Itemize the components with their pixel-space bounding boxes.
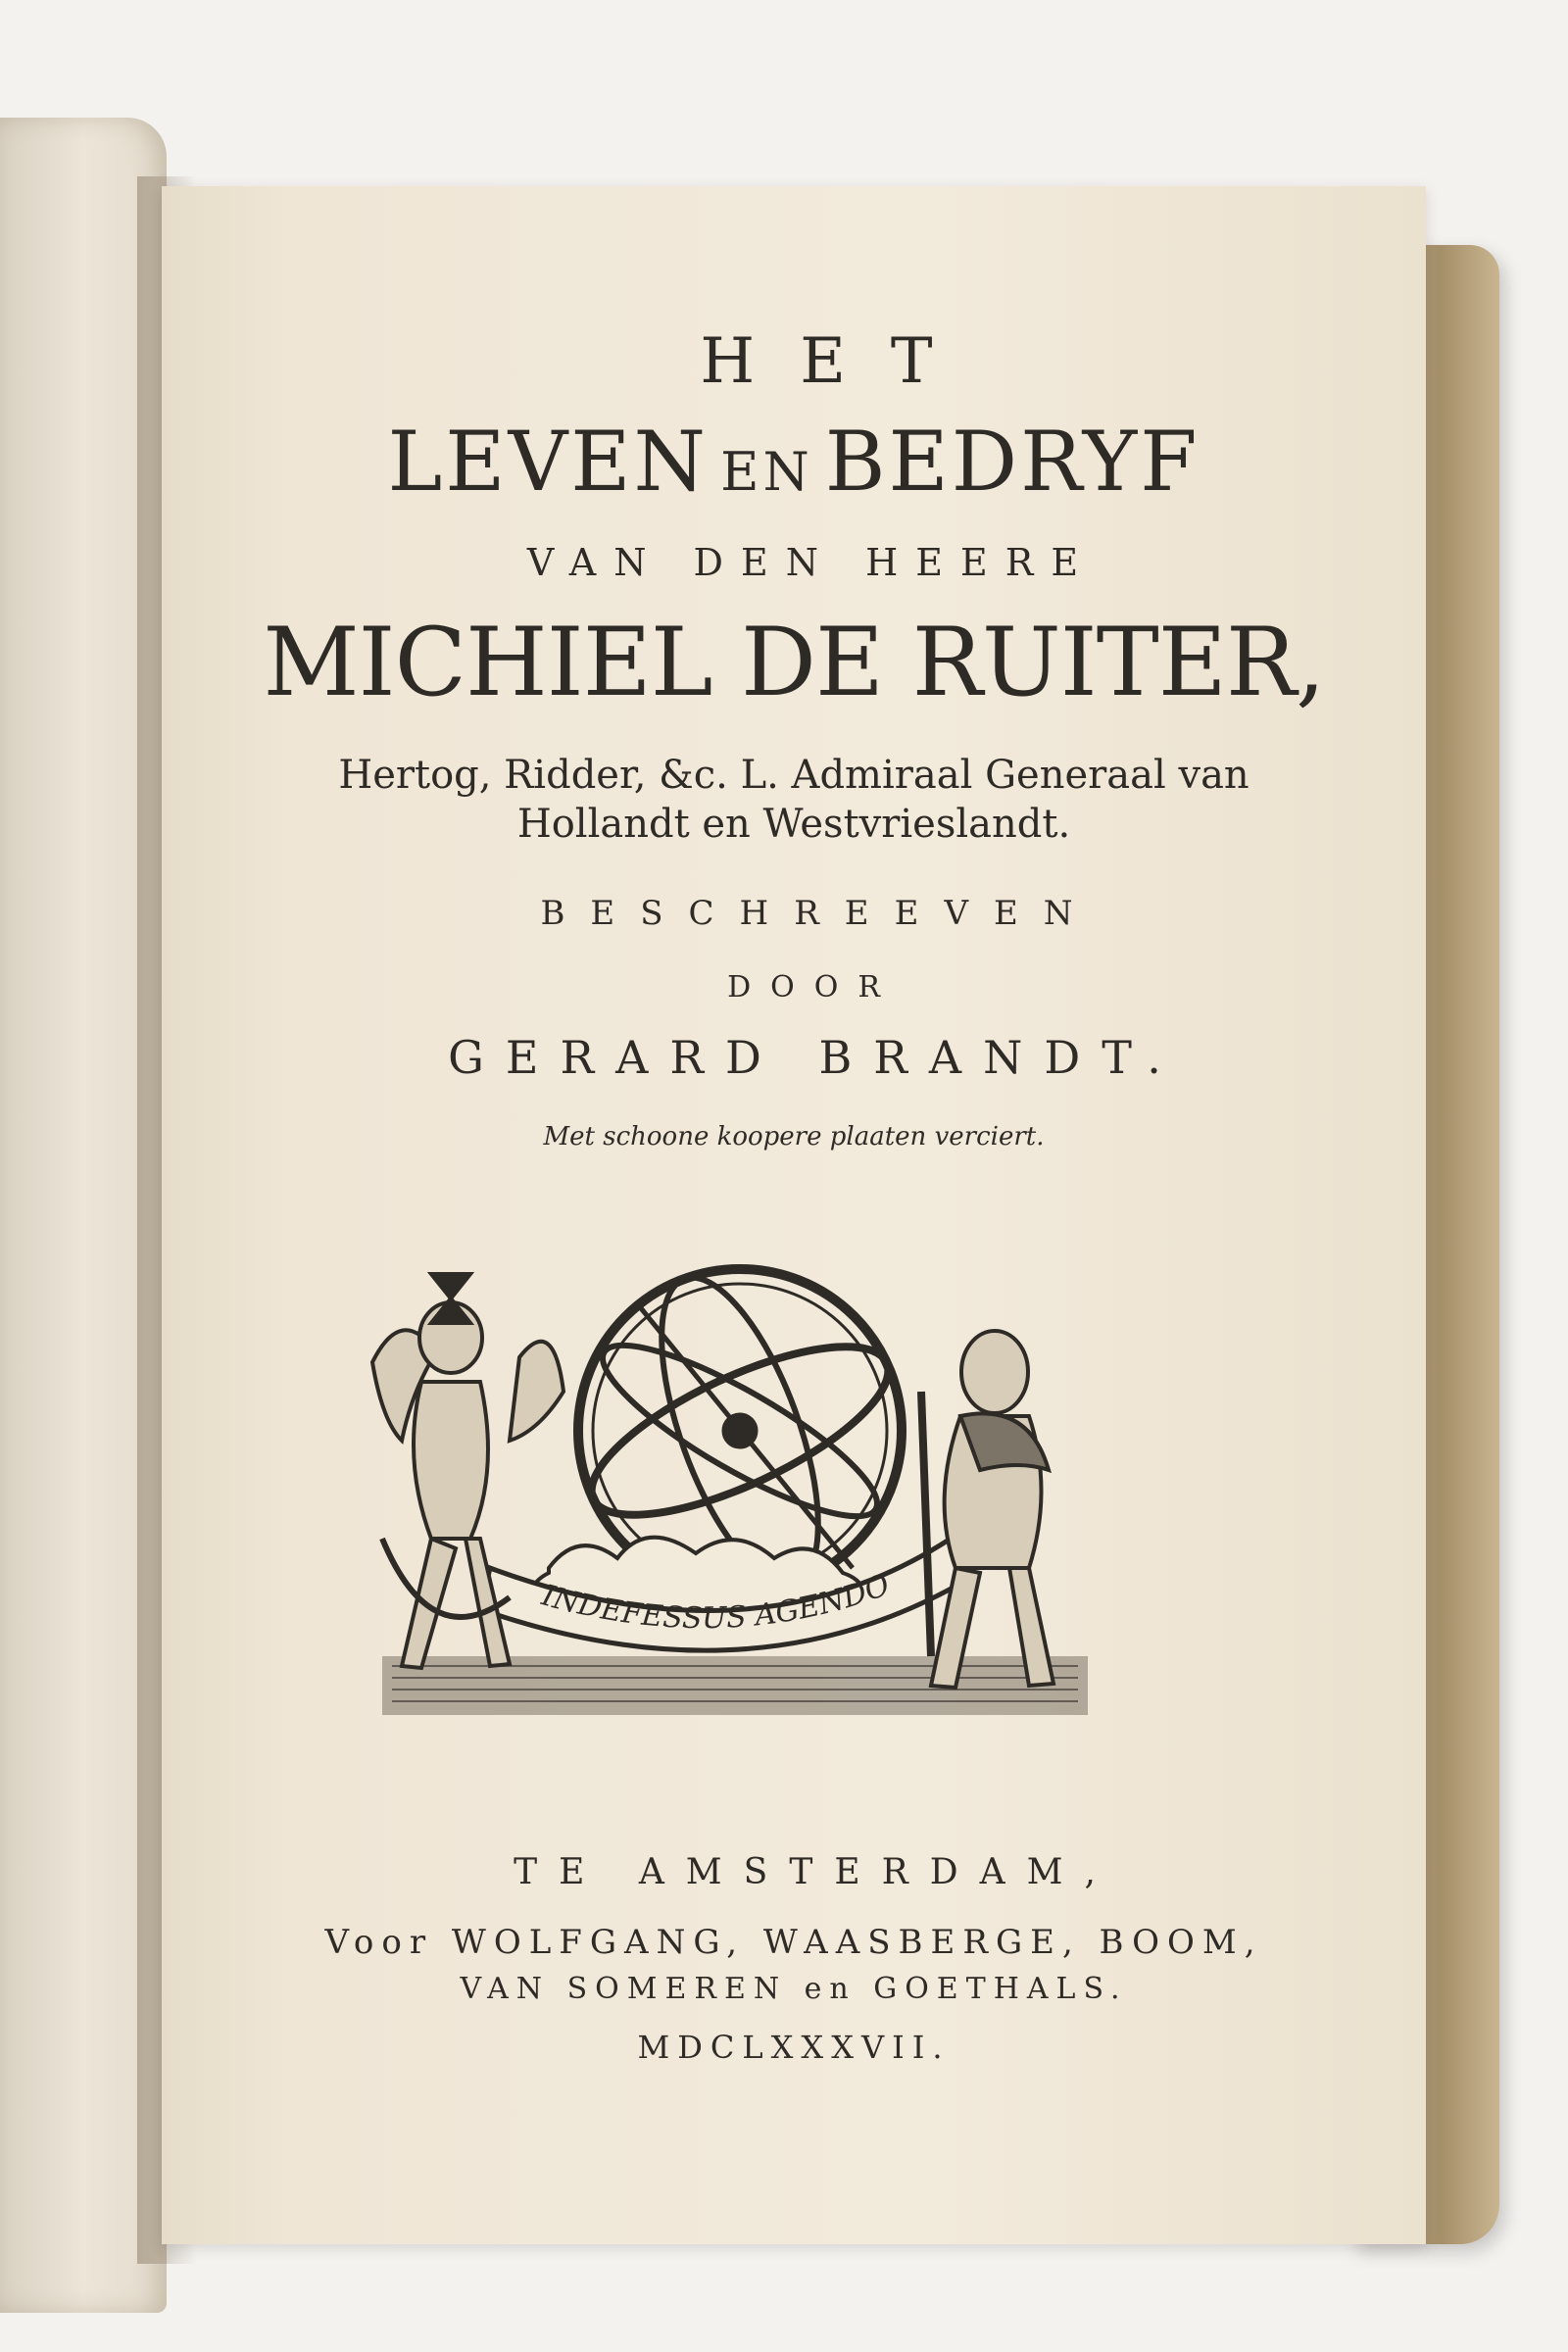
emblem-motto: INDEFESSUS AGENDO (538, 1567, 895, 1637)
subject-titles-line1: Hertog, Ridder, &c. L. Admiraal Generaal van (338, 753, 1250, 798)
beschreeven-label: BESCHREEVEN (540, 894, 1099, 933)
imprint-city: TE AMSTERDAM, (514, 1852, 1117, 1892)
illustrations-note: Met schoone koopere plaaten verciert. (543, 1122, 1045, 1152)
imprint-publishers-line1: Voor WOLFGANG, WAASBERGE, BOOM, (324, 1923, 1263, 1962)
subject-titles-line2: Hollandt en Westvrieslandt. (516, 802, 1071, 847)
title-en: EN (720, 441, 813, 503)
title-page (162, 186, 1426, 2244)
title-bedryf: BEDRYF (824, 414, 1200, 510)
imprint-year: MDCLXXXVII. (637, 2029, 951, 2066)
hercules-figure-icon (921, 1331, 1054, 1688)
title-van-den-heere: VAN DEN HEERE (526, 541, 1097, 584)
author-name: GERARD BRANDT. (448, 1031, 1183, 1084)
printers-emblem-woodcut (343, 1245, 1127, 1754)
title-leven: LEVEN (387, 414, 710, 510)
title-main (162, 414, 1426, 510)
door-label: DOOR (727, 970, 900, 1004)
imprint-publishers-line2: VAN SOMEREN en GOETHALS. (460, 1972, 1128, 2006)
title-het: HET (700, 325, 978, 398)
subject-name: MICHIEL DE RUITER, (263, 608, 1325, 717)
